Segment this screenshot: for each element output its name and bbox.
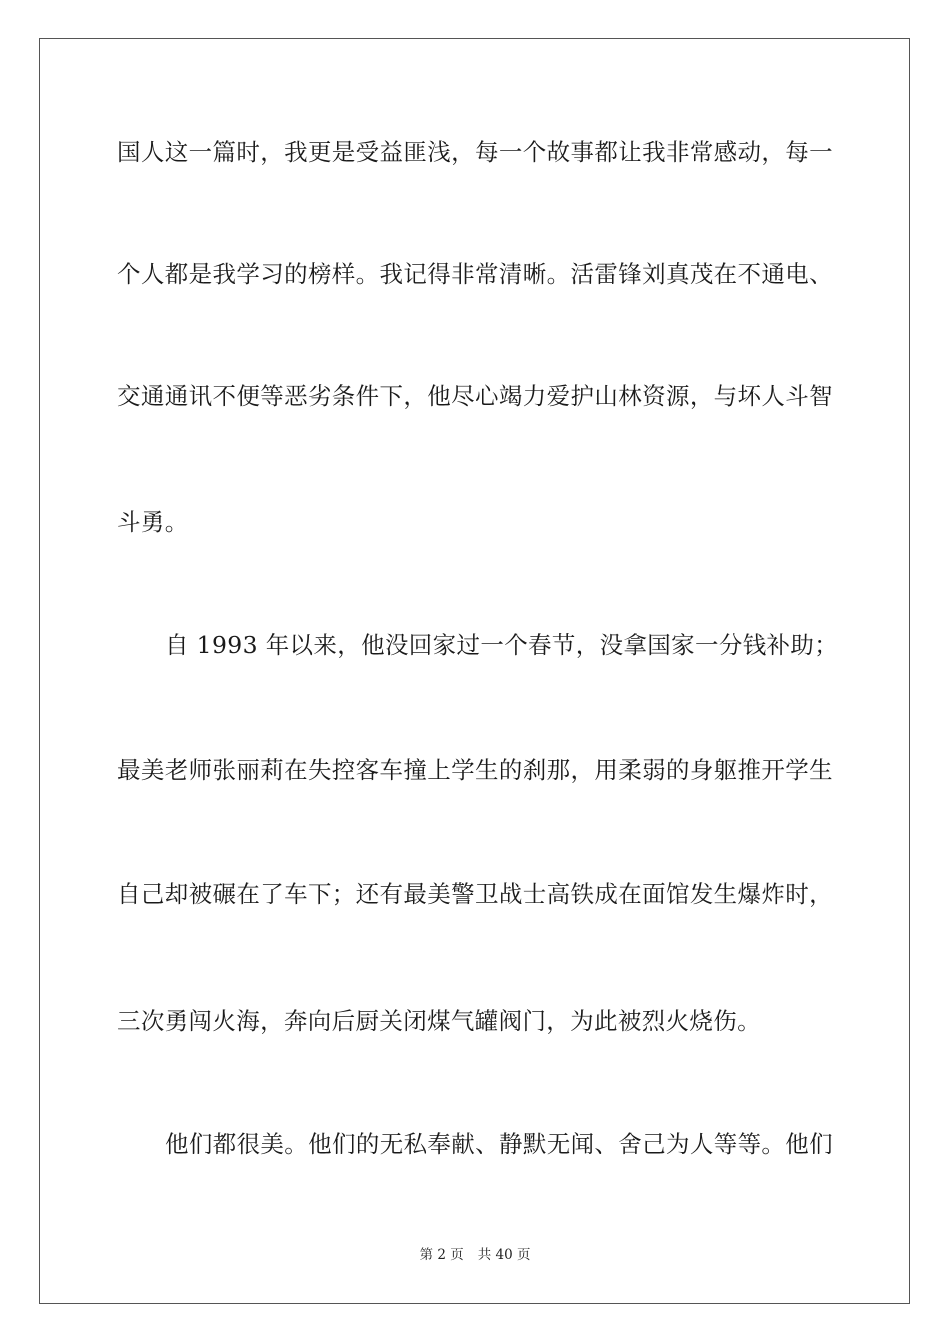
- paragraph-start-1: 自 1993 年以来，他没回家过一个春节，没拿国家一分钱补助；: [165, 631, 839, 659]
- paragraph-start-2: 他们都很美。他们的无私奉献、静默无闻、舍己为人等等。他们: [165, 1130, 833, 1158]
- page-footer: [0, 1246, 950, 1264]
- text-line-8: 三次勇闯火海，奔向后厨关闭煤气罐阀门，为此被烈火烧伤。: [117, 1007, 761, 1035]
- text-line-4: 斗勇。: [117, 508, 189, 536]
- text-line-3: 交通通讯不便等恶劣条件下，他尽心竭力爱护山林资源，与坏人斗智: [117, 382, 833, 410]
- text-line-6: 最美老师张丽莉在失控客车撞上学生的刹那，用柔弱的身躯推开学生: [117, 756, 833, 784]
- text-line-2: 个人都是我学习的榜样。我记得非常清晰。活雷锋刘真茂在不通电、: [117, 260, 833, 288]
- page-total: 共 40 页: [477, 1247, 531, 1263]
- page-border: [39, 38, 910, 1304]
- page-number: 第 2 页: [419, 1247, 464, 1263]
- text-line-1: 国人这一篇时，我更是受益匪浅，每一个故事都让我非常感动，每一: [117, 138, 833, 166]
- text-line-7: 自己却被碾在了车下；还有最美警卫战士高铁成在面馆发生爆炸时，: [117, 880, 833, 908]
